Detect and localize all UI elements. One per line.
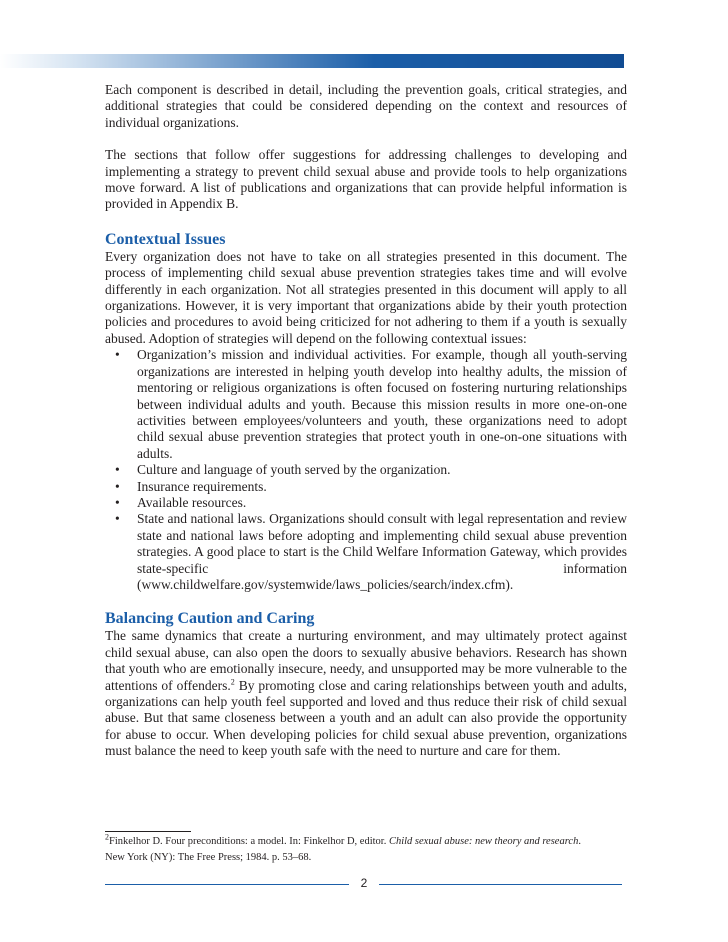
footnote-divider	[105, 831, 191, 832]
footer-rule-left	[105, 884, 349, 885]
list-item: • Available resources.	[115, 494, 247, 510]
bullet-icon: •	[115, 494, 120, 510]
footnote: $^2$Finkelhor D. Four preconditions: a model. In: Finkelhor D, editor. Child sexual abuse: new theory and research. New York (NY): The Free Press; 1984. p. 53–68.	[105, 834, 635, 866]
bullet-icon: •	[115, 462, 120, 478]
footnote-marker: 2	[105, 832, 109, 842]
list-item: • Organization’s mission and individual activities. For example, though all youth-serving organizations are interested in helping youth develop into healthy adults, the mission of mentoring or religious organizations is often focused on fostering nurturing relationships between individual adults and youth. Because this mission results in more one-on-one activities between employees/volunteers and youth, these organizations need to adopt child sexual abuse prevention strategies that protect youth in one-on-one situations with adults.	[115, 347, 627, 461]
balancing-caution-heading: Balancing Caution and Caring	[105, 610, 315, 628]
bullet-icon: •	[115, 347, 120, 363]
list-item: • Culture and language of youth served by the organization.	[115, 462, 451, 478]
main-content	[105, 82, 627, 760]
bullet-icon: •	[115, 478, 120, 494]
contextual-issues-list	[105, 347, 627, 593]
list-item: • Insurance requirements.	[115, 478, 267, 494]
intro-paragraph-1: Each component is described in detail, including the prevention goals, critical strategies, and additional strategies that could be considered depending on the context and resources of individual organizations.	[105, 82, 627, 130]
contextual-issues-body: Every organization does not have to take on all strategies presented in this document. The process of implementing child sexual abuse prevention strategies takes time and will evolve differently in each organization. Not all strategies presented in this document will apply to all organizations. However, it is very important that organizations abide by their youth protection policies and procedures to avoid being criticized for not adhering to them if a youth is sexually abused. Adoption of strategies will depend on the following contextual issues:	[105, 248, 627, 346]
balancing-caution-body: The same dynamics that create a nurturing environment, and may ultimately protect against child sexual abuse, can also open the doors to sexually abusive behaviors. Research has shown that youth who are emotionally insecure, needy, and unsupported may be more vulnerable to the attentions of offenders.$^2$ By promoting close and caring relationships between youth and adults, organizations can help youth feel supported and loved and thus reduce their risk of child sexual abuse. But that same closeness between a youth and an adult can also provide the opportunity for abuse to occur. When developing policies for child sexual abuse prevention, organizations must balance the need to keep youth safe with the need to nurture and care for them.	[105, 628, 628, 759]
footnote-reference[interactable]: 2	[230, 677, 235, 687]
list-item: • State and national laws. Organizations should consult with legal representation and review state and national laws before adopting and implementing child sexual abuse prevention strategies. A good place to start is the Child Welfare Information Gateway, which provides state-specific information (www.childwelfare.gov/systemwide/laws_policies/search/index.cfm).	[115, 511, 627, 592]
intro-paragraph-2: The sections that follow offer suggestions for addressing challenges to developing and implementing a strategy to prevent child sexual abuse and provide tools to help organizations move forward. A list of publications and organizations that can provide helpful information is provided in Appendix B.	[105, 147, 627, 212]
page-number: 2	[360, 876, 368, 890]
bullet-icon: •	[115, 511, 120, 527]
contextual-issues-heading: Contextual Issues	[105, 230, 226, 248]
header-gradient-bar	[0, 54, 624, 68]
footnote-line-2: New York (NY): The Free Press; 1984. p. 53–68.	[105, 852, 312, 863]
footnote-book-title: Child sexual abuse: new theory and research	[388, 836, 579, 847]
footer-rule-right	[379, 884, 622, 885]
